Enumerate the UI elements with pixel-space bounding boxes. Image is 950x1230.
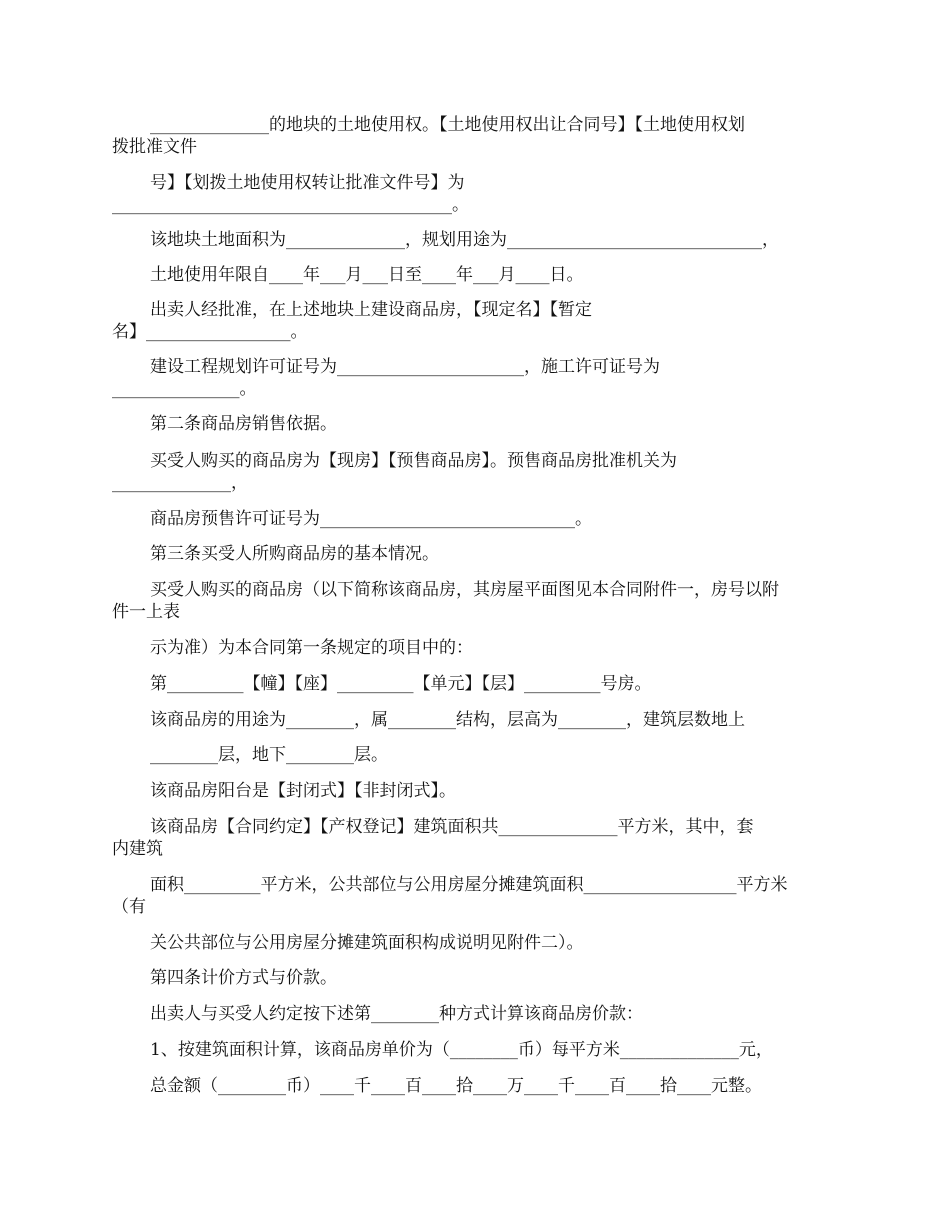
text-line: 1、按建筑面积计算，该商品房单价为（________币）每平方米______________元， <box>150 1040 773 1060</box>
text-line: 商品房预售许可证号为______________________________。 <box>150 509 592 529</box>
text-line: 第四条计价方式与价款。 <box>150 968 337 988</box>
text-line: ________________________________________。 <box>112 195 469 215</box>
text-line: 出卖人与买受人约定按下述第________种方式计算该商品房价款： <box>150 1004 643 1024</box>
text-line: 内建筑 <box>112 839 163 859</box>
text-line: 关公共部位与公用房屋分摊建筑面积构成说明见附件二）。 <box>150 933 584 953</box>
text-line: 第二条商品房销售依据。 <box>150 414 337 434</box>
text-line: 该商品房的用途为________，属________结构，层高为________，建筑层数地上 <box>150 710 745 730</box>
text-line: ______________， <box>112 473 248 493</box>
text-line: 买受人购买的商品房为【现房】【预售商品房】。预售商品房批准机关为 <box>150 451 677 471</box>
text-line: 名】_________________。 <box>112 322 308 342</box>
text-line: 出卖人经批准，在上述地块上建设商品房，【现定名】【暂定 <box>150 300 592 320</box>
text-line: 拨批准文件 <box>112 137 197 157</box>
text-line: 第三条买受人所购商品房的基本情况。 <box>150 544 439 564</box>
text-line: 该地块土地面积为______________，规划用途为______________________________， <box>150 230 779 250</box>
text-line: 总金额（________币）____千____百____拾____万____千____百____拾____元整。 <box>150 1076 762 1096</box>
text-line: （有 <box>112 897 146 917</box>
text-line: 买受人购买的商品房（以下简称该商品房，其房屋平面图见本合同附件一，房号以附 <box>150 580 779 600</box>
text-line: 第_________【幢】【座】_________【单元】【层】_________号房。 <box>150 674 652 694</box>
text-line: 土地使用年限自____年___月___日至____年___月____日。 <box>150 265 584 285</box>
text-line: _______________。 <box>112 379 257 399</box>
text-line: ______________的地块的土地使用权。【土地使用权出让合同号】【土地使用权划 <box>150 115 745 135</box>
text-line: ________层，地下________层。 <box>150 745 388 765</box>
text-line: 面积_________平方米，公共部位与公用房屋分摊建筑面积__________________平方米 <box>150 875 788 895</box>
text-line: 号】【划拨土地使用权转让批准文件号】为 <box>150 173 465 193</box>
text-line: 示为准）为本合同第一条规定的项目中的： <box>150 638 473 658</box>
text-line: 建设工程规划许可证号为______________________，施工许可证号为 <box>150 357 660 377</box>
text-line: 该商品房阳台是【封闭式】【非封闭式】。 <box>150 781 456 801</box>
text-line: 该商品房【合同约定】【产权登记】建筑面积共______________平方米，其中，套 <box>150 817 754 837</box>
text-line: 件一上表 <box>112 602 180 622</box>
